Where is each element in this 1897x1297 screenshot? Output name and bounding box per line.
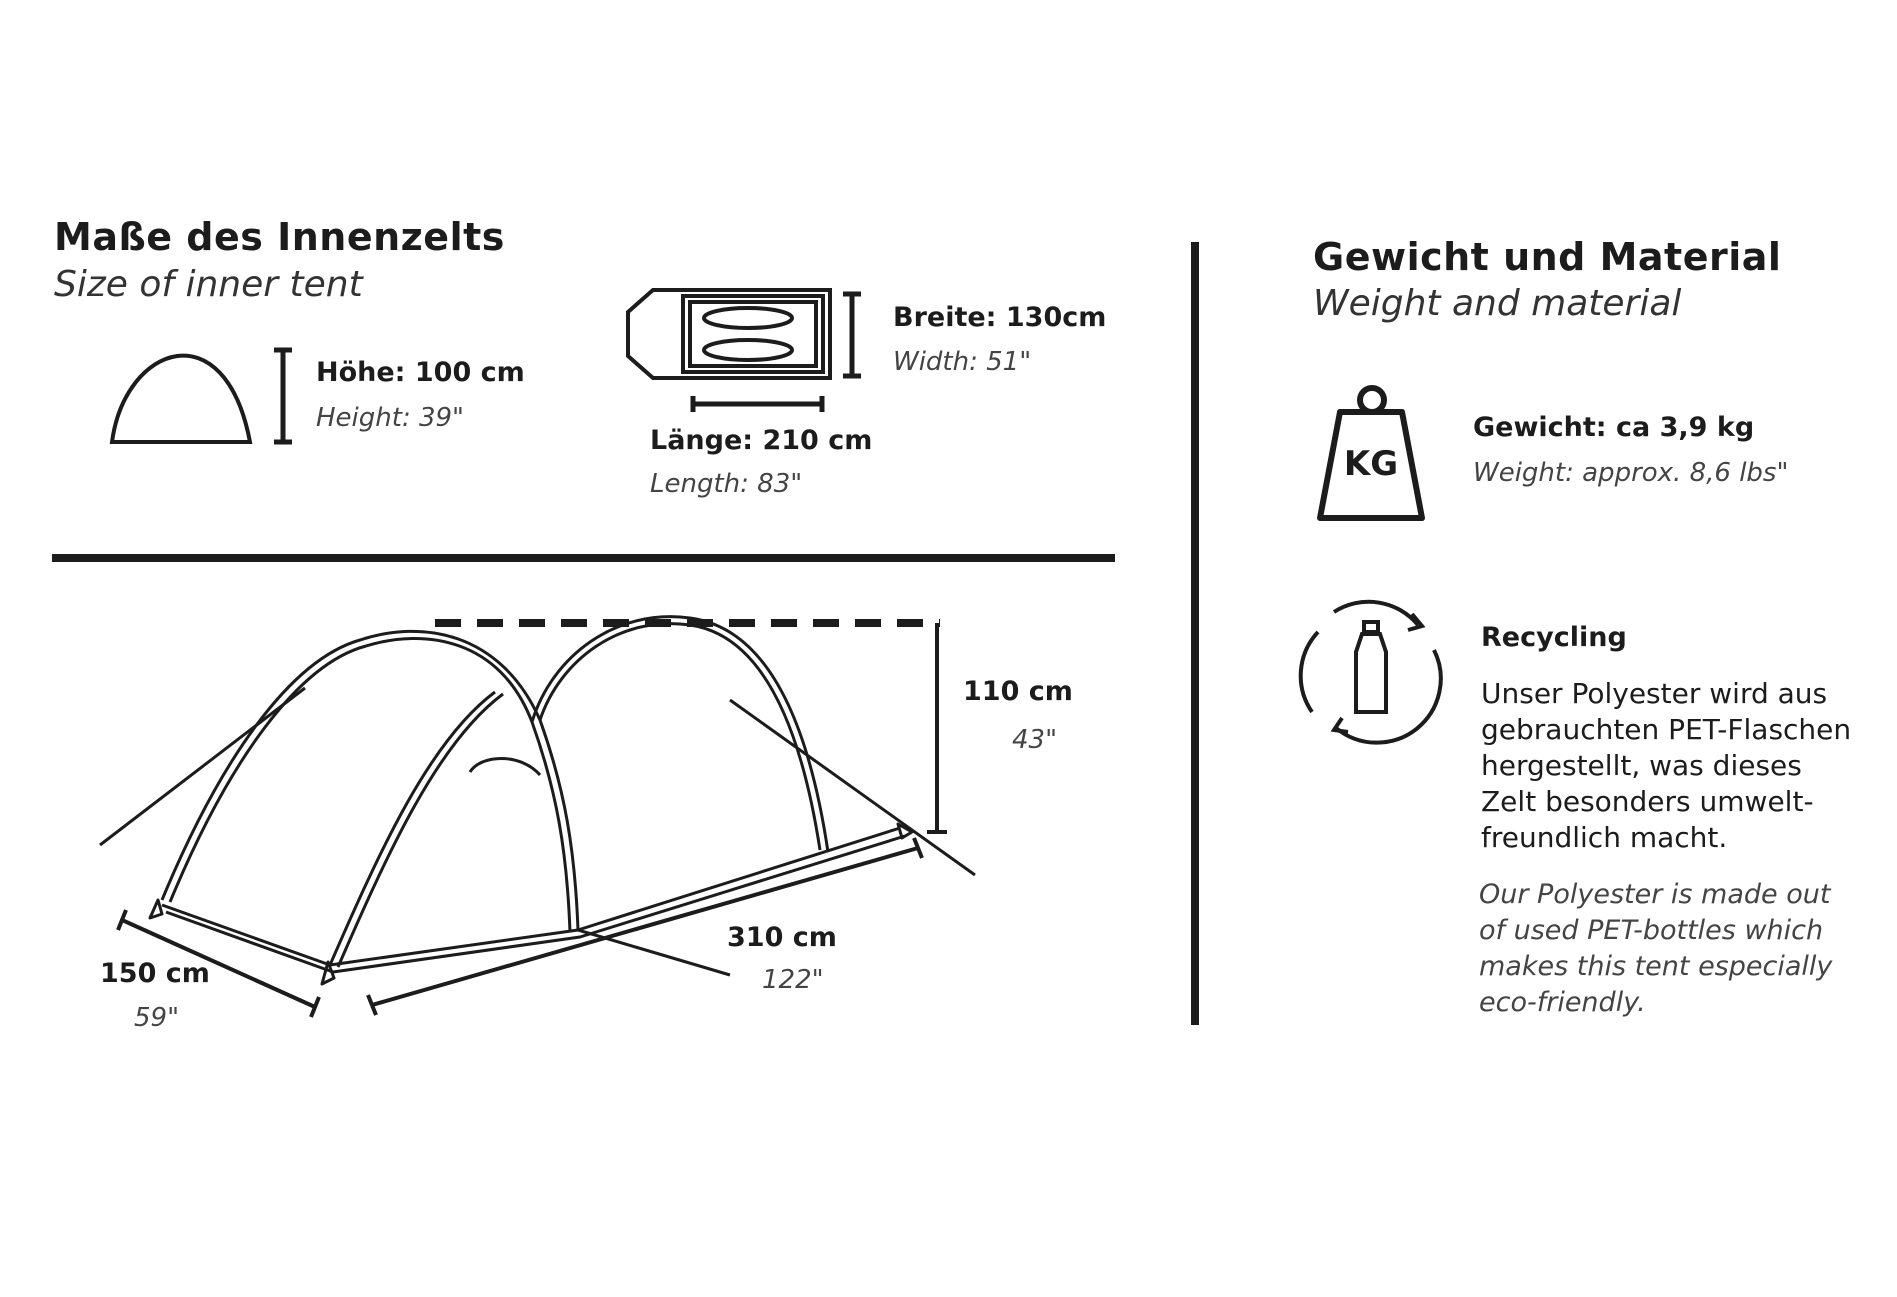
inner-width-sub: Width: 51" [893, 347, 1032, 377]
outer-height-dimension-bar [927, 623, 947, 832]
outer-width-sub: 59" [134, 1003, 180, 1033]
outer-width-label: 150 cm [100, 958, 210, 989]
outer-height-label: 110 cm [963, 676, 1073, 707]
outer-length-dimension-bar [368, 838, 922, 1015]
outer-height-sub: 43" [1012, 725, 1058, 755]
outer-length-sub: 122" [762, 965, 824, 995]
inner-height-label: Höhe: 100 cm [316, 357, 525, 388]
weight-material-title-en: Weight and material [1313, 283, 1682, 324]
recycling-en-line: Our Polyester is made out [1479, 879, 1831, 910]
recycling-en-line: eco-friendly. [1479, 987, 1646, 1018]
inner-height-sub: Height: 39" [316, 403, 465, 433]
recycling-en-line: makes this tent especially [1479, 951, 1833, 982]
dome-tent-icon [112, 356, 250, 442]
recycling-de-line: freundlich macht. [1481, 821, 1728, 854]
recycling-de-line: Zelt besonders umwelt- [1481, 785, 1814, 818]
recycling-title: Recycling [1481, 622, 1627, 653]
inner-width-label: Breite: 130cm [893, 302, 1107, 333]
tent-floorplan-icon [628, 290, 830, 378]
weight-material-title-de: Gewicht und Material [1313, 235, 1782, 279]
inner-length-dimension-bar [693, 396, 822, 412]
kg-icon-text: KG [1343, 444, 1399, 484]
recycling-de-line: Unser Polyester wird aus [1481, 677, 1828, 710]
weight-label: Gewicht: ca 3,9 kg [1473, 412, 1755, 443]
inner-height-dimension-bar [274, 350, 292, 442]
recycling-text-en [1479, 877, 1832, 1021]
recycling-en-line: of used PET-bottles which [1479, 915, 1824, 946]
outer-length-label: 310 cm [727, 922, 837, 953]
inner-width-dimension-bar [843, 294, 861, 376]
inner-length-label: Länge: 210 cm [650, 425, 873, 456]
recycling-de-line: gebrauchten PET-Flaschen [1481, 713, 1852, 746]
recycling-de-line: hergestellt, was dieses [1481, 749, 1802, 782]
weight-sub: Weight: approx. 8,6 lbs" [1473, 458, 1789, 488]
inner-tent-title-en: Size of inner tent [54, 264, 363, 305]
inner-length-sub: Length: 83" [650, 469, 803, 499]
inner-tent-title-de: Maße des Innenzelts [54, 215, 505, 259]
recycling-text-de [1481, 676, 1851, 856]
recycling-bottle-icon [1301, 602, 1441, 743]
tunnel-tent-icon [100, 617, 975, 984]
